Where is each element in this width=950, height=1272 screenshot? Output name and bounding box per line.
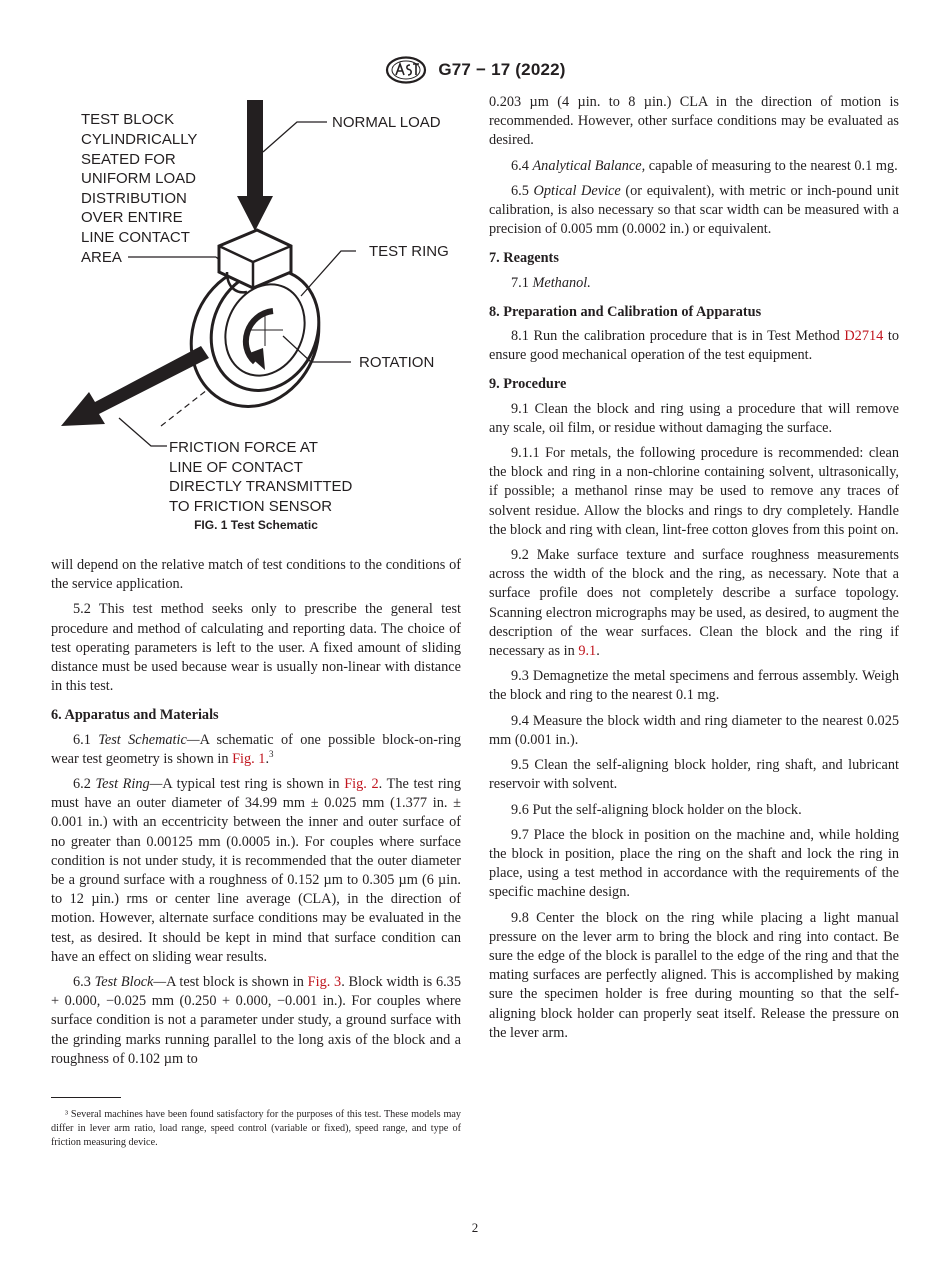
d2714-link[interactable]: D2714: [844, 328, 884, 345]
test-ring-label: TEST RING: [369, 243, 449, 260]
paragraph-5-2: 5.2 This test method seeks only to prescribe the general test procedure and method of calculating and reporting data. The choice of test operating parameters is left to the user. A fixed amount of sliding distance must be used because wear is usually non-linear with distance in this test.: [51, 601, 461, 695]
friction-leader: [119, 418, 167, 446]
fig-2-link[interactable]: Fig. 2: [344, 776, 379, 793]
normal-load-arrow-icon: [237, 100, 273, 231]
test-schematic-diagram: [51, 96, 461, 521]
page-header: [0, 56, 950, 84]
paragraph-6-5: 6.5 Optical Device (or equivalent), with metric or inch-pound unit calibration, is also necessary so that scar width can be measured with a precision of 0.005 mm (0.0002 in.) or equivalent.: [489, 182, 900, 238]
paragraph-6-3: 6.3 Test Block—A test block is shown in Fig. 3. Block width is 6.35 + 0.000, −0.025 mm (0.250 + 0.000, −0.001 in.). For couples where surface condition is not a parameter under study, a ground surface with the grinding marks running parallel to the long axis of the block and a roughness of 0.102 µm to: [51, 974, 461, 1067]
fig-1-link[interactable]: Fig. 1: [232, 750, 266, 767]
block-label-line: OVER ENTIRE: [81, 209, 183, 226]
friction-label-line: TO FRICTION SENSOR: [169, 498, 333, 515]
figure-1-caption: FIG. 1 Test Schematic: [194, 518, 318, 532]
friction-force-arrow-icon: [61, 346, 209, 426]
paragraph-6-2: 6.2 Test Ring—A typical test ring is shown in Fig. 2. The test ring must have an outer diameter of 34.99 mm ± 0.025 mm (1.377 in. ± 0.001 in.) with an eccentricity between the inner and outer surface of no greater than 0.00125 mm (0.0005 in.). For couples where surface condition is not under study, it is recommended that the outer diameter be a ground surface with a roughness of 0.152 µm to 0.305 µm (6 µin. to 12 µin.) rms or center line average (CLA), in the direction of motion. However, alternate surface conditions may be evaluated in the test, as desired. It should be kept in mind that surface condition can have an effect on sliding wear results.: [51, 776, 461, 965]
paragraph-9-3: 9.3 Demagnetize the metal specimens and ferrous assembly. Weigh the block and ring to the nearest 0.1 mg.: [489, 668, 899, 704]
footnote-divider: [51, 1097, 121, 1098]
right-column: [489, 93, 899, 1049]
footnote-ref-3[interactable]: 3: [269, 749, 274, 760]
paragraph-continuation: will depend on the relative match of test conditions to the conditions of the service application.: [51, 557, 461, 593]
paragraph-9-7: 9.7 Place the block in position on the machine and, while holding the block in position, place the ring on the shaft and lock the ring in place, using a test method in accordance with the requirements of the specific machine design.: [489, 826, 899, 901]
block-label-line: TEST BLOCK: [81, 111, 175, 128]
rotation-label: ROTATION: [359, 354, 435, 371]
block-label-line: UNIFORM LOAD: [81, 170, 197, 187]
normal-load-label: NORMAL LOAD: [332, 114, 441, 131]
section-heading-7: 7. Reagents: [489, 250, 559, 267]
paragraph-9-2: 9.2 Make surface texture and surface roughness measurements across the width of the block and the ring, as necessary. Note that a surface profile does not completely describe a surface topology. Scanning electron micrographs may be used, as desired, to augment the description of the wear surfaces. Clean the block and the ring if necessary as in 9.1.: [489, 547, 899, 660]
paragraph-7-1: 7.1 Methanol.: [511, 274, 591, 291]
block-label-line: LINE CONTACT: [81, 229, 190, 246]
astm-logo-icon: [384, 56, 428, 84]
paragraph-6-1: 6.1 Test Schematic—A schematic of one possible block-on-ring wear test geometry is shown in Fig. 1.$^3$: [51, 731, 462, 767]
paragraph-9-1-1: 9.1.1 For metals, the following procedure is recommended: clean the block and ring in a non-chlorine containing solvent, ultrasonically, if possible; a methanol rinse may be used to remove any traces of solvent residue. Allow the blocks and rings to dry completely. Handle the block and ring with clean, lint-free cotton gloves from this point on.: [489, 445, 899, 538]
friction-label-line: LINE OF CONTACT: [169, 459, 303, 476]
figure-1-test-schematic: [51, 96, 461, 536]
block-label-line: DISTRIBUTION: [81, 190, 187, 207]
friction-label-line: DIRECTLY TRANSMITTED: [169, 478, 353, 495]
fig-3-link[interactable]: Fig. 3: [307, 974, 342, 991]
paragraph-9-1: 9.1 Clean the block and ring using a procedure that will remove any scale, oil film, or residue without damaging the surface.: [489, 400, 899, 436]
block-label-line: AREA: [81, 249, 122, 266]
paragraph-6-4: 6.4 Analytical Balance, capable of measuring to the nearest 0.1 mg.: [511, 157, 898, 174]
normal-load-leader: [263, 122, 327, 152]
paragraph-9-5: 9.5 Clean the self-aligning block holder, ring shaft, and lubricant reservoir with solvent.: [489, 757, 899, 793]
section-9-1-link[interactable]: 9.1: [578, 643, 597, 660]
block-label-line: CYLINDRICALLY: [81, 131, 198, 148]
document-designation: G77 − 17 (2022): [438, 60, 566, 79]
block-label-line: SEATED FOR: [81, 151, 176, 168]
paragraph-8-1: 8.1 Run the calibration procedure that is in Test Method D2714 to ensure good mechanical operation of the test equipment.: [489, 328, 899, 364]
paragraph-9-8: 9.8 Center the block on the ring while placing a light manual pressure on the lever arm to bring the block and ring into contact. Be sure the edge of the block is parallel to the edge of the ring and that the mating surfaces are perfectly aligned. This is accomplished by making sure the specimen holder is free during mounting so that the self-aligning block holder can properly seat itself. Release the pressure on the lever arm.: [489, 909, 899, 1041]
page-number: 2: [471, 1220, 479, 1235]
friction-label-line: FRICTION FORCE AT: [169, 439, 318, 456]
paragraph-9-4: 9.4 Measure the block width and ring diameter to the nearest 0.025 mm (0.001 in.).: [489, 712, 899, 748]
left-column: [51, 556, 461, 1075]
footnote-3: ³ Several machines have been found satisfactory for the purposes of this test. These models may differ in lever arm ratio, load range, speed control (variable or fixed), speed range, and type of friction measuring device.: [51, 1109, 461, 1148]
paragraph-continuation: 0.203 µm (4 µin. to 8 µin.) CLA in the direction of motion is recommended. However, other surface conditions may be evaluated as desired.: [489, 94, 899, 149]
section-heading-8: 8. Preparation and Calibration of Apparatus: [489, 303, 762, 320]
paragraph-9-6: 9.6 Put the self-aligning block holder on the block.: [511, 801, 802, 818]
section-heading-9: 9. Procedure: [489, 376, 567, 393]
section-heading-6: 6. Apparatus and Materials: [51, 707, 219, 724]
